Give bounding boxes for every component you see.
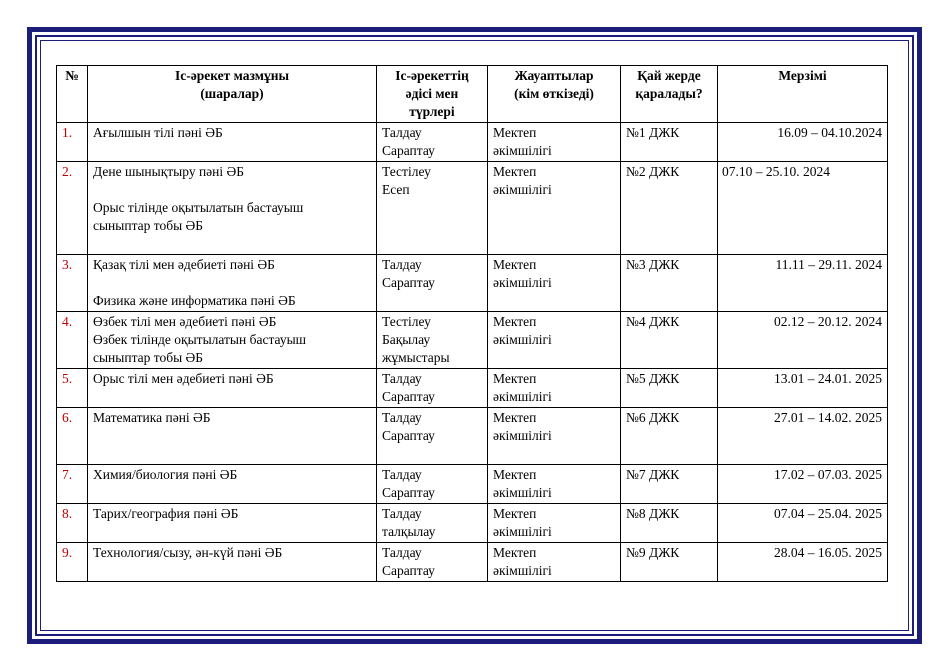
- period: 07.10 – 25.10. 2024: [718, 162, 888, 255]
- header-content: Іс-әрекет мазмұны (шаралар): [88, 66, 377, 123]
- header-place: Қай жерде қаралады?: [621, 66, 718, 123]
- review-place: №2 ДЖК: [621, 162, 718, 255]
- period: 13.01 – 24.01. 2025: [718, 369, 888, 408]
- row-number: 9.: [57, 543, 88, 582]
- table-row: [57, 312, 888, 369]
- activity-method: Талдау Сараптау: [377, 543, 488, 582]
- activity-content: Технология/сызу, ән-күй пәні ӘБ: [88, 543, 377, 582]
- period: 11.11 – 29.11. 2024: [718, 255, 888, 312]
- activity-method: Талдау талқылау: [377, 504, 488, 543]
- table-row: [57, 543, 888, 582]
- row-number: 7.: [57, 465, 88, 504]
- period: 07.04 – 25.04. 2025: [718, 504, 888, 543]
- table-row: [57, 408, 888, 465]
- responsible: Мектеп әкімшілігі: [488, 504, 621, 543]
- responsible: Мектеп әкімшілігі: [488, 123, 621, 162]
- row-number: 5.: [57, 369, 88, 408]
- activity-method: Талдау Сараптау: [377, 408, 488, 465]
- responsible: Мектеп әкімшілігі: [488, 408, 621, 465]
- period: 27.01 – 14.02. 2025: [718, 408, 888, 465]
- table-body: [57, 123, 888, 582]
- activity-content: Математика пәні ӘБ: [88, 408, 377, 465]
- activity-method: Талдау Сараптау: [377, 369, 488, 408]
- activity-content: Орыс тілі мен әдебиеті пәні ӘБ: [88, 369, 377, 408]
- row-number: 6.: [57, 408, 88, 465]
- activity-method: Талдау Сараптау: [377, 255, 488, 312]
- schedule-table: [56, 65, 888, 582]
- activity-method: Тестілеу Есеп: [377, 162, 488, 255]
- row-number: 2.: [57, 162, 88, 255]
- activity-content: Химия/биология пәні ӘБ: [88, 465, 377, 504]
- table-row: [57, 504, 888, 543]
- responsible: Мектеп әкімшілігі: [488, 255, 621, 312]
- period: 17.02 – 07.03. 2025: [718, 465, 888, 504]
- review-place: №3 ДЖК: [621, 255, 718, 312]
- period: 02.12 – 20.12. 2024: [718, 312, 888, 369]
- activity-method: Тестілеу Бақылау жұмыстары: [377, 312, 488, 369]
- review-place: №4 ДЖК: [621, 312, 718, 369]
- review-place: №6 ДЖК: [621, 408, 718, 465]
- header-method: Іс-әрекеттің әдісі мен түрлері: [377, 66, 488, 123]
- activity-content: Ағылшын тілі пәні ӘБ: [88, 123, 377, 162]
- review-place: №1 ДЖК: [621, 123, 718, 162]
- period: 16.09 – 04.10.2024: [718, 123, 888, 162]
- activity-method: Талдау Сараптау: [377, 123, 488, 162]
- responsible: Мектеп әкімшілігі: [488, 543, 621, 582]
- responsible: Мектеп әкімшілігі: [488, 465, 621, 504]
- responsible: Мектеп әкімшілігі: [488, 312, 621, 369]
- review-place: №8 ДЖК: [621, 504, 718, 543]
- table-row: [57, 255, 888, 312]
- responsible: Мектеп әкімшілігі: [488, 369, 621, 408]
- row-number: 1.: [57, 123, 88, 162]
- review-place: №7 ДЖК: [621, 465, 718, 504]
- activity-content: Дене шынықтыру пәні ӘБ Орыс тілінде оқытылатын бастауыш сыныптар тобы ӘБ: [88, 162, 377, 255]
- activity-content: Тарих/география пәні ӘБ: [88, 504, 377, 543]
- table-header-row: [57, 66, 888, 123]
- table-row: [57, 465, 888, 504]
- header-responsible: Жауаптылар (кім өткізеді): [488, 66, 621, 123]
- activity-content: Қазақ тілі мен әдебиеті пәні ӘБ Физика және информатика пәні ӘБ: [88, 255, 377, 312]
- row-number: 8.: [57, 504, 88, 543]
- responsible: Мектеп әкімшілігі: [488, 162, 621, 255]
- review-place: №5 ДЖК: [621, 369, 718, 408]
- period: 28.04 – 16.05. 2025: [718, 543, 888, 582]
- activity-method: Талдау Сараптау: [377, 465, 488, 504]
- row-number: 3.: [57, 255, 88, 312]
- table-row: [57, 162, 888, 255]
- header-period: Мерзімі: [718, 66, 888, 123]
- row-number: 4.: [57, 312, 88, 369]
- header-number: №: [57, 66, 88, 123]
- table-row: [57, 369, 888, 408]
- table-row: [57, 123, 888, 162]
- review-place: №9 ДЖК: [621, 543, 718, 582]
- activity-content: Өзбек тілі мен әдебиеті пәні ӘБ Өзбек тілінде оқытылатын бастауыш сыныптар тобы ӘБ: [88, 312, 377, 369]
